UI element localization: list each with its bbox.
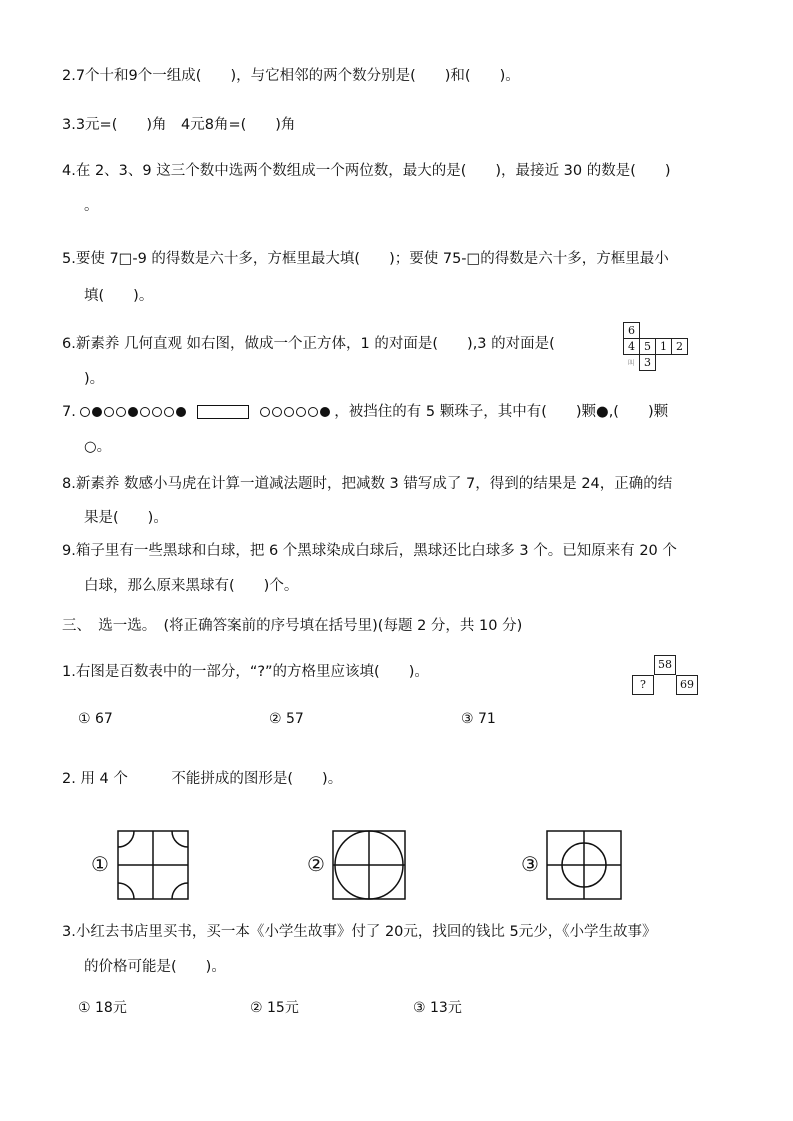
net-cell: 1 — [656, 339, 672, 355]
black-bead — [92, 407, 102, 417]
section-3-heading: 三、 选一选。 (将正确答案前的序号填在括号里)(每题 2 分，共 10 分) — [62, 618, 523, 634]
white-bead — [308, 407, 318, 417]
white-bead — [116, 407, 126, 417]
white-bead — [140, 407, 150, 417]
price-option-2: ② 15元 — [250, 1000, 299, 1016]
option-1: ① 67 — [78, 711, 113, 727]
cell-right: 69 — [676, 675, 698, 695]
question-6-cont: )。 — [84, 371, 105, 387]
black-bead — [320, 407, 330, 417]
net-cell: 5 — [640, 339, 656, 355]
question-4-cont: 。 — [84, 198, 99, 214]
question-4: 4.在 2、3、9 这三个数中选两个数组成一个两位数，最大的是( )，最接近 30 的数是( ) — [62, 163, 671, 179]
white-bead — [296, 407, 306, 417]
white-bead — [104, 407, 114, 417]
shape-figure-2 — [332, 830, 406, 900]
net-cell: 2 — [672, 339, 688, 355]
question-8: 8.新素养 数感小马虎在计算一道减法题时，把减数 3 错写成了 7，得到的结果是 24，正确的结 — [62, 476, 673, 492]
shape-figure-1 — [117, 830, 189, 900]
choice-question-3: 3.小红去书店里买书，买一本《小学生故事》付了 20元，找回的钱比 5元少，《小学生故事》 — [62, 924, 657, 940]
q7-text: ，被挡住的有 5 颗珠子，其中有( )颗●,( )颗 — [334, 404, 669, 420]
price-option-3: ③ 13元 — [413, 1000, 462, 1016]
shape-label-3: ③ — [521, 852, 539, 876]
cover-box — [197, 405, 249, 419]
white-bead — [152, 407, 162, 417]
black-bead — [128, 407, 138, 417]
choice-question-1: 1.右图是百数表中的一部分，“?”的方格里应该填( )。 — [62, 664, 429, 680]
cube-net-figure — [623, 322, 688, 371]
net-caption: 叫 — [627, 358, 635, 367]
shape-label-1: ① — [91, 852, 109, 876]
white-bead — [284, 407, 294, 417]
white-bead — [260, 407, 270, 417]
choice-question-2: 2. 用 4 个 不能拼成的图形是( )。 — [62, 771, 343, 787]
black-bead — [176, 407, 186, 417]
question-5-cont: 填( )。 — [84, 288, 154, 304]
question-3: 3.3元=( )角 4元8角=( )角 — [62, 117, 296, 133]
q7-number: 7. — [62, 404, 76, 420]
option-2: ② 57 — [269, 711, 304, 727]
question-7-cont: ○。 — [84, 439, 112, 455]
net-cell: 4 — [624, 339, 640, 355]
net-cell: 6 — [624, 323, 640, 339]
bead-row-left — [80, 407, 186, 417]
choice-question-3-cont: 的价格可能是( )。 — [84, 959, 226, 975]
question-6: 6.新素养 几何直观 如右图，做成一个正方体，1 的对面是( ),3 的对面是( — [62, 336, 555, 352]
question-7 — [62, 402, 668, 422]
question-9: 9.箱子里有一些黑球和白球，把 6 个黑球染成白球后，黑球还比白球多 3 个。已知原来有 20 个 — [62, 543, 677, 559]
white-bead — [272, 407, 282, 417]
bead-row-right — [260, 407, 330, 417]
price-option-1: ① 18元 — [78, 1000, 127, 1016]
option-3: ③ 71 — [461, 711, 496, 727]
white-bead — [164, 407, 174, 417]
white-bead — [80, 407, 90, 417]
shape-figure-3 — [546, 830, 622, 900]
question-5: 5.要使 7□-9 的得数是六十多，方框里最大填( )；要使 75-□的得数是六十多，方框里最小 — [62, 251, 669, 267]
net-cell: 3 — [640, 355, 656, 371]
question-2: 2.7个十和9个一组成( )，与它相邻的两个数分别是( )和( )。 — [62, 68, 520, 84]
question-9-cont: 白球，那么原来黑球有( )个。 — [84, 578, 299, 594]
cell-question: ? — [632, 675, 654, 695]
shape-label-2: ② — [307, 852, 325, 876]
cell-top: 58 — [654, 655, 676, 675]
question-8-cont: 果是( )。 — [84, 510, 168, 526]
